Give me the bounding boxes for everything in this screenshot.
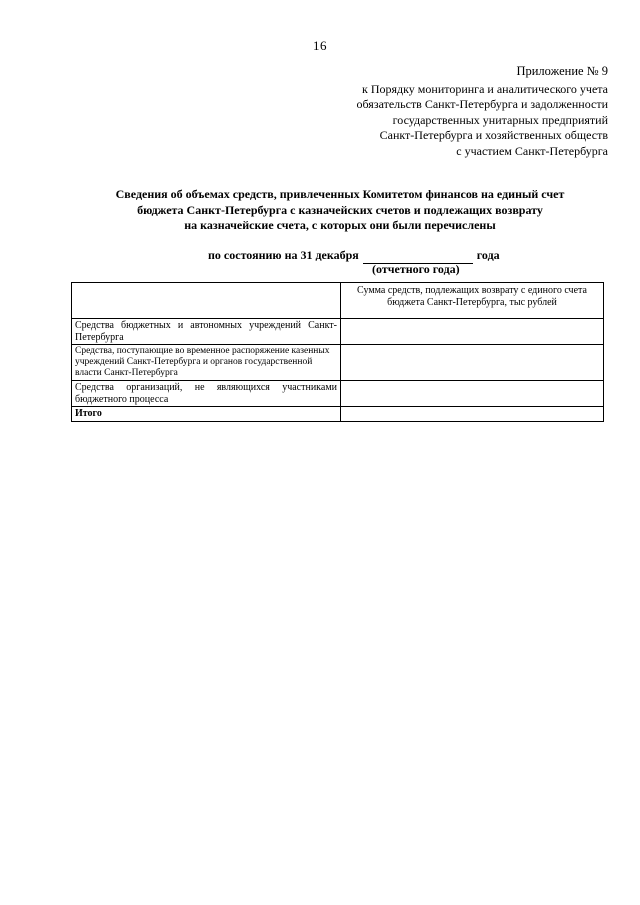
table-header-row [72,283,604,319]
document-title-line: бюджета Санкт-Петербурга с казначейских счетов и подлежащих возврату [137,202,543,217]
appendix-line: с участием Санкт-Петербурга [456,143,608,158]
total-label-cell: Итого [72,407,341,422]
as-of-sub: (отчетного года) [372,262,460,276]
header-label-cell [72,283,341,319]
appendix-line: обязательств Санкт-Петербурга и задолженности [356,97,608,111]
table-row [72,381,604,407]
row-value-cell[interactable] [341,381,604,407]
table-row [72,345,604,381]
document-title-line: на казначейские счета, с которых они были перечислены [184,218,496,232]
document-title [95,187,585,234]
appendix-line: Санкт-Петербурга и хозяйственных обществ [379,128,608,142]
appendix-title: Приложение № 9 [516,64,608,78]
row-value-cell[interactable] [341,345,604,381]
appendix-line: к Порядку мониторинга и аналитического учета [362,81,608,96]
appendix-block [278,64,608,159]
row-label-cell: Средства бюджетных и автономных учреждений Санкт-Петербурга [72,319,341,345]
page-number: 16 [313,38,327,53]
as-of-prefix: по состоянию на 31 декабря [208,248,359,262]
table-total-row [72,407,604,422]
total-value-cell[interactable] [341,407,604,422]
as-of-suffix: года [476,248,500,262]
table-row [72,319,604,345]
row-label-cell: Средства, поступающие во временное распоряжение казенных учреждений Санкт-Петербурга и органов государственной власти Санкт-Петербурга [72,345,341,381]
document-title-line: Сведения об объемах средств, привлеченных Комитетом финансов на единый счет [115,187,565,201]
appendix-line: государственных унитарных предприятий [392,112,608,127]
row-value-cell[interactable] [341,319,604,345]
header-value-cell: Сумма средств, подлежащих возврату с единого счета бюджета Санкт-Петербурга, тыс рублей [341,283,604,319]
row-label-cell: Средства организаций, не являющихся участниками бюджетного процесса [72,381,341,407]
data-table [71,282,604,422]
